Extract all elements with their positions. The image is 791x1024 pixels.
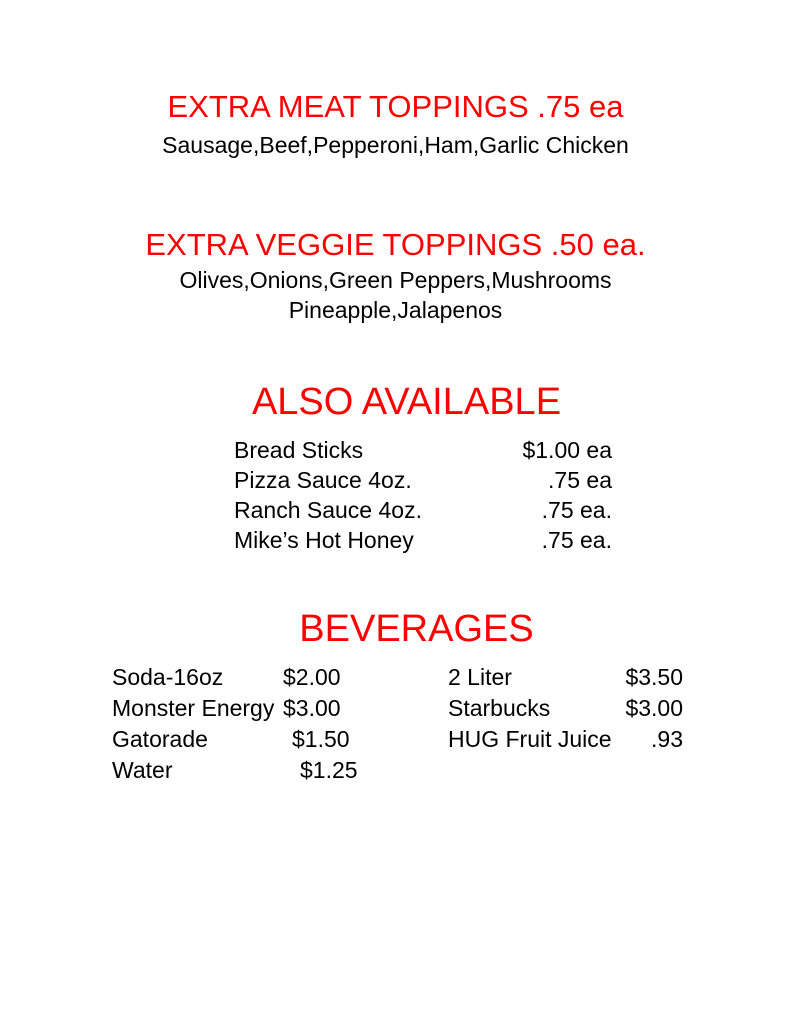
item-price: $1.25 bbox=[300, 757, 358, 783]
extra-meat-toppings-heading: EXTRA MEAT TOPPINGS .75 ea bbox=[167, 89, 624, 124]
extra-veggie-toppings-items bbox=[0, 265, 791, 325]
item-price: .75 ea. bbox=[541, 527, 612, 553]
item-price: $1.50 bbox=[292, 726, 350, 752]
item-price: $3.50 bbox=[625, 664, 683, 690]
item-price: $3.00 bbox=[283, 695, 341, 721]
menu-item-row bbox=[234, 435, 612, 465]
beverages-right-column bbox=[448, 662, 683, 755]
beverages-heading: BEVERAGES bbox=[299, 608, 534, 650]
item-name: Soda-16oz bbox=[112, 664, 224, 690]
extra-veggie-toppings-heading: EXTRA VEGGIE TOPPINGS .50 ea. bbox=[145, 227, 646, 262]
menu-item-row bbox=[112, 693, 370, 724]
item-price: .75 ea bbox=[548, 467, 612, 493]
menu-item-row bbox=[448, 662, 683, 693]
item-name: Gatorade bbox=[112, 726, 208, 752]
extra-meat-toppings-items: Sausage,Beef,Pepperoni,Ham,Garlic Chicken bbox=[162, 132, 629, 158]
item-name: Monster Energy bbox=[112, 695, 275, 721]
menu-item-row bbox=[448, 724, 683, 755]
item-price: $3.00 bbox=[625, 695, 683, 721]
item-name: Ranch Sauce 4oz. bbox=[234, 497, 422, 523]
item-name: Bread Sticks bbox=[234, 437, 364, 463]
menu-item-row bbox=[112, 724, 370, 755]
item-price: .93 bbox=[651, 726, 683, 752]
also-available-heading: ALSO AVAILABLE bbox=[251, 381, 562, 423]
menu-item-row bbox=[112, 755, 370, 786]
item-name: Mike’s Hot Honey bbox=[234, 527, 414, 553]
item-name: 2 Liter bbox=[448, 664, 512, 690]
menu-item-row bbox=[448, 693, 683, 724]
menu-item-row bbox=[234, 465, 612, 495]
also-available-list bbox=[234, 435, 612, 555]
item-name: Starbucks bbox=[448, 695, 551, 721]
extra-veggie-toppings-items-line2: Pineapple,Jalapenos bbox=[288, 297, 503, 323]
menu-item-row bbox=[234, 525, 612, 555]
item-name: Pizza Sauce 4oz. bbox=[234, 467, 412, 493]
item-name: HUG Fruit Juice bbox=[448, 726, 612, 752]
extra-veggie-toppings-items-line1: Olives,Onions,Green Peppers,Mushrooms bbox=[179, 267, 612, 293]
menu-item-row bbox=[234, 495, 612, 525]
item-price: $1.00 ea bbox=[522, 437, 612, 463]
item-price: .75 ea. bbox=[541, 497, 612, 523]
beverages-left-column bbox=[112, 662, 370, 786]
item-price: $2.00 bbox=[283, 664, 341, 690]
item-name: Water bbox=[112, 757, 173, 783]
menu-item-row bbox=[112, 662, 370, 693]
